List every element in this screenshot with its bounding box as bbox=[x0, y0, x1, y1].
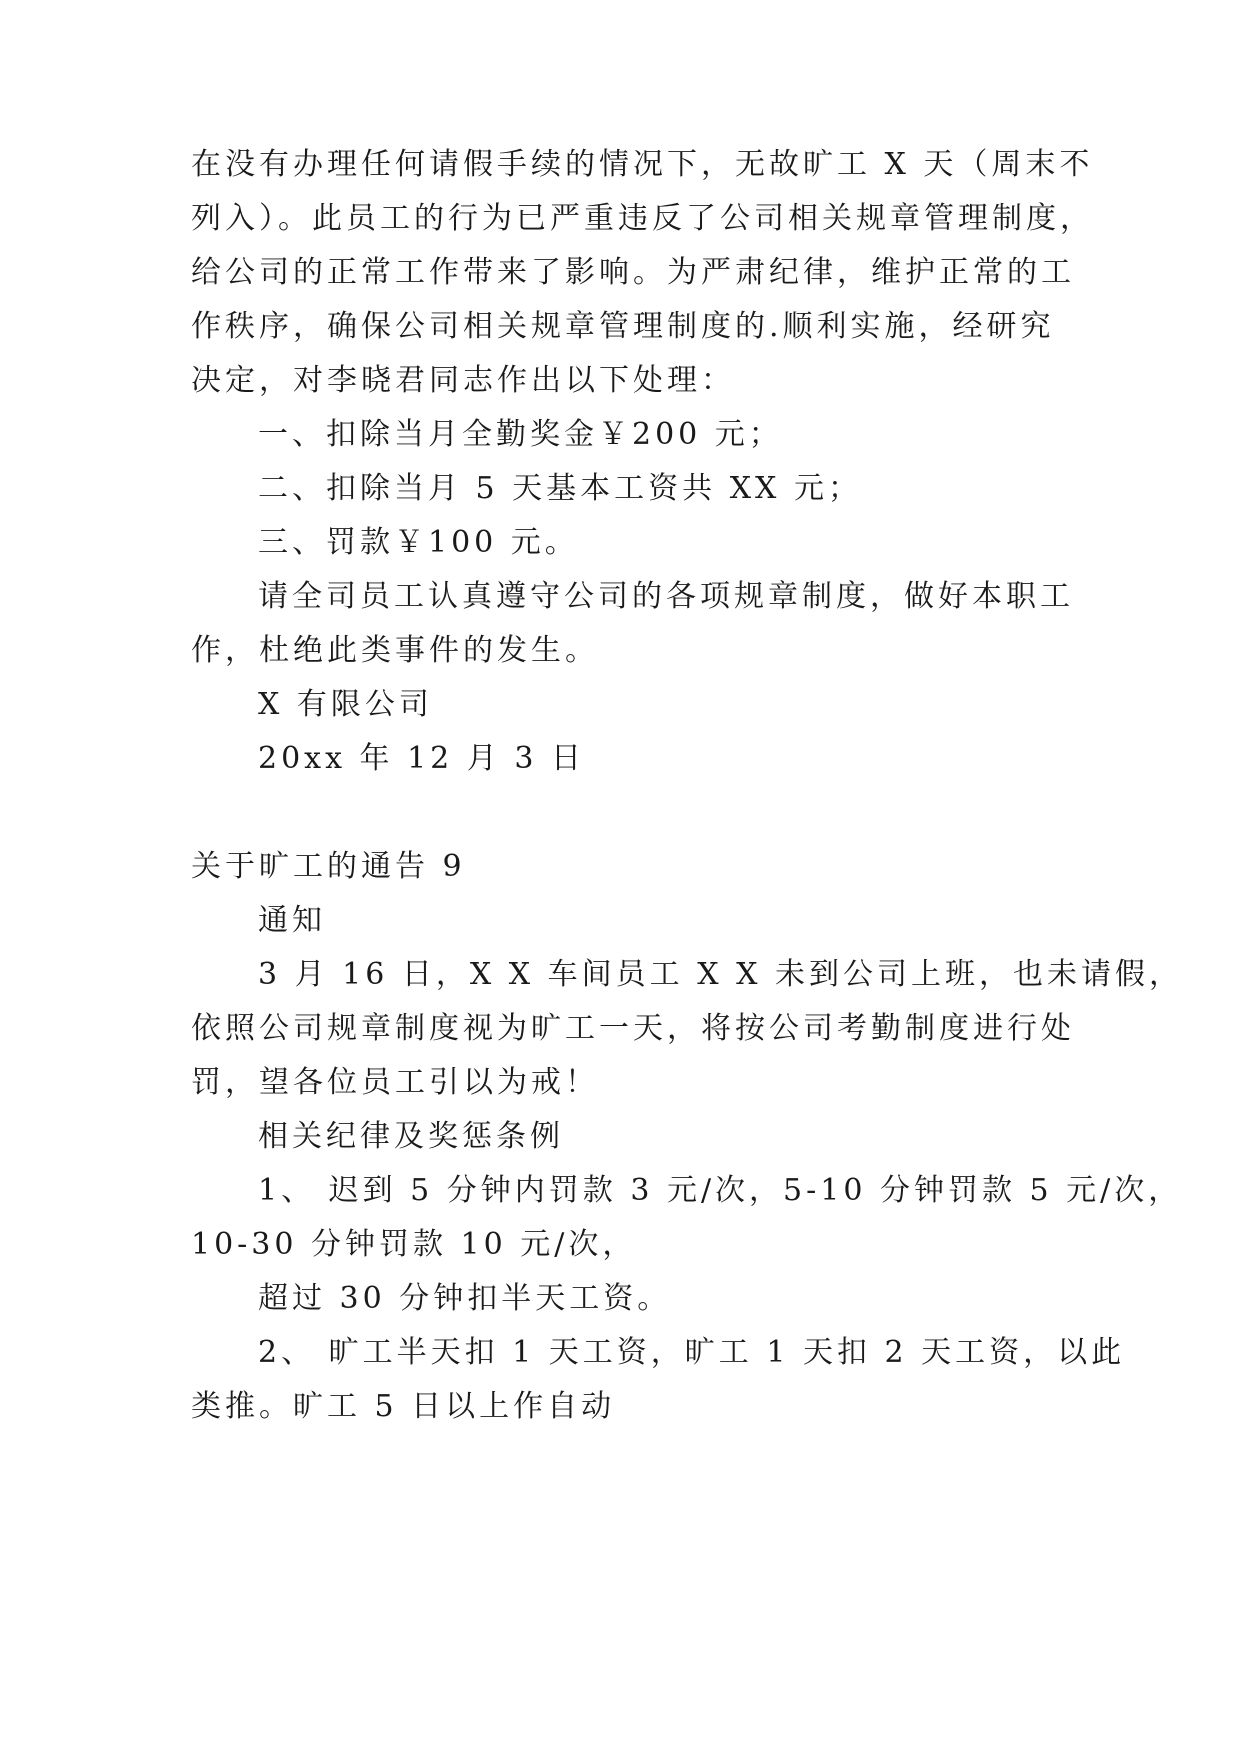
paragraph-line: 3 月 16 日，X X 车间员工 X X 未到公司上班，也未请假， bbox=[258, 957, 1183, 992]
paragraph-line: 作秩序，确保公司相关规章管理制度的.顺利实施，经研究 bbox=[191, 309, 1055, 344]
paragraph-line: 决定，对李晓君同志作出以下处理： bbox=[191, 363, 735, 398]
section-subtitle: 通知 bbox=[258, 903, 326, 938]
rule-line: 1、 迟到 5 分钟内罚款 3 元/次，5-10 分钟罚款 5 元/次， bbox=[258, 1173, 1183, 1208]
rules-heading: 相关纪律及奖惩条例 bbox=[258, 1119, 564, 1154]
paragraph-line: 作，杜绝此类事件的发生。 bbox=[191, 633, 599, 668]
paragraph-line: 列入）。此员工的行为已严重违反了公司相关规章管理制度， bbox=[191, 201, 1094, 236]
section-title: 关于旷工的通告 9 bbox=[191, 849, 466, 884]
paragraph-line: 请全司员工认真遵守公司的各项规章制度，做好本职工 bbox=[258, 579, 1074, 614]
rule-line: 类推。旷工 5 日以上作自动 bbox=[191, 1389, 616, 1424]
paragraph-line: 给公司的正常工作带来了影响。为严肃纪律，维护正常的工 bbox=[191, 255, 1075, 290]
rule-line: 10-30 分钟罚款 10 元/次， bbox=[191, 1227, 637, 1262]
paragraph-line: 依照公司规章制度视为旷工一天，将按公司考勤制度进行处 bbox=[191, 1011, 1075, 1046]
signature-date: 20xx 年 12 月 3 日 bbox=[258, 741, 585, 776]
paragraph-line: 在没有办理任何请假手续的情况下，无故旷工 X 天（周末不 bbox=[191, 147, 1094, 182]
company-signature: X 有限公司 bbox=[258, 687, 433, 722]
list-item: 一、扣除当月全勤奖金￥200 元； bbox=[258, 417, 783, 452]
list-item: 二、扣除当月 5 天基本工资共 XX 元； bbox=[258, 471, 862, 506]
paragraph-line: 罚，望各位员工引以为戒！ bbox=[191, 1065, 599, 1100]
rule-line: 超过 30 分钟扣半天工资。 bbox=[258, 1281, 672, 1316]
rule-line: 2、 旷工半天扣 1 天工资，旷工 1 天扣 2 天工资，以此 bbox=[258, 1335, 1126, 1370]
list-item: 三、罚款￥100 元。 bbox=[258, 525, 579, 560]
